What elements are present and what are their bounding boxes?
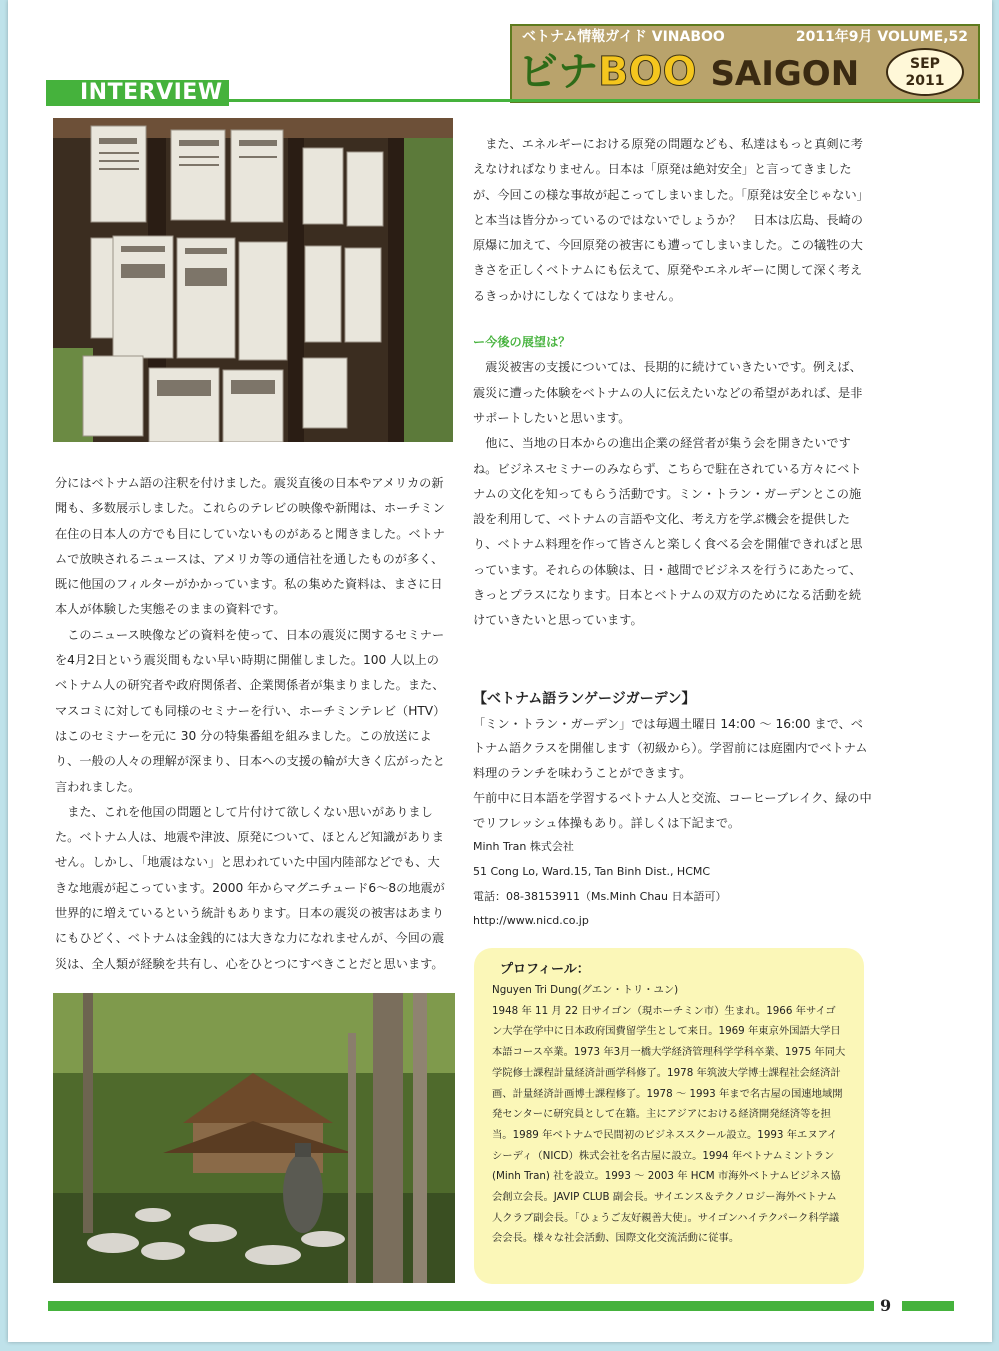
company-phone: 電話：08-38153911（Ms.Minh Chau 日本語可）: [473, 889, 727, 903]
section-tab: [46, 80, 229, 106]
right-paragraph-3: 他に、当地の日本からの進出企業の経営者が集う会を開きたいですね。ビジネスセミナーのみならず、こちらで駐在されている方々にベトナムの文化を知ってもらう活動です。ミン・トラン・ガーデンとこの施設を利用して、ベトナムの言語や文化、考え方を学ぶ機会を提供したり、ベトナム料理を作って皆さんと楽しく食べる会を開催できればと思っています。それらの体験は、日・越間でビジネスを行うにあたって、きっとプラスになります。日本とベトナムの双方のためになる活動を続けていきたいと思っています。: [473, 436, 863, 628]
left-column: [55, 471, 450, 977]
page-number: 9: [880, 1296, 892, 1315]
masthead-issue: [796, 28, 968, 46]
language-garden-line1: 「ミン・トラン・ガーデン」では毎週土曜日 14:00 ～ 16:00 まで、ベトナム語クラスを開催します（初級から）。学習前には庭園内でベトナム料理のランチを味わうことができます。: [473, 716, 868, 781]
masthead-title-boo: BOO: [598, 49, 697, 95]
language-garden-line2: 午前中に日本語を学習するベトナム人と交流、コーヒーブレイク、緑の中でリフレッシュ体操もあり。詳しくは下記まで。: [473, 790, 872, 830]
masthead-tagline-text: ベトナム情報ガイド: [522, 29, 647, 45]
left-paragraph-1: 分にはベトナム語の注釈を付けました。震災直後の日本やアメリカの新聞も、多数展示しました。これらのテレビの映像や新聞は、ホーチミン在住の日本人の方でも目にしていないものがあると聞きました。ベトナムで放映されるニュースは、アメリカ等の通信社を通したものが多く、既に他国のフィルターがかかっています。私の集めた資料は、まさに日本人が体験した実態そのままの資料です。: [55, 476, 445, 617]
profile-body: 1948 年 11 月 22 日サイゴン（現ホーチミン市）生まれ。1966 年サイゴン大学在学中に日本政府国費留学生として来日。1969 年東京外国語大学日本語コース卒業。1973 年3月一橋大学経済管理科学学科卒業、1975 年同大学院修士課程計量経済計画学科修了。1978 年筑波大学博士課程社会経済計画、計量経済計画博士課程修了。1978 ～ 1993 年まで名古屋の国連地域開発センターに研究員として在籍。主にアジアにおける経済開発経済等を担当。1989 年ベトナムで民間初のビジネススクール設立。1993 年エヌアイシーディ（NICD）株式会社を名古屋に設立。1994 年ベトナムミントラン(Minh Tran) 社を設立。1993 ～ 2003 年 HCM 市海外ベトナムビジネス協会創立会長。JAVIP CLUB 副会長。サイエンス＆テクノロジー海外ベトナム人クラブ副会長。「ひょうご友好親善大使」。サイゴンハイテクパーク科学議会会長。様々な社会活動、国際文化交流活動に従事。: [492, 1004, 846, 1245]
spacer: [473, 309, 868, 330]
profile-title: プロフィール：: [500, 962, 590, 977]
left-paragraph-3: また、これを他国の問題として片付けて欲しくない思いがありました。ベトナム人は、地震や津波、原発について、ほとんど知識がありません。しかし、「地震はない」と思われていた中国内陸部などでも、大きな地震が起こっています。2000 年からマグニチュード6～8の地震が世界的に増えているという統計もあります。日本の震災の被害はあまりにもひどく、ベトナムは金銭的には大きな力になれませんが、今回の震災は、全人類が経験を共有し、心をひとつにすべきことだと思います。: [55, 804, 445, 971]
company-url[interactable]: http://www.nicd.co.jp: [473, 914, 589, 928]
photo-newspaper-exhibition: [53, 118, 453, 442]
photo-garden: [53, 993, 455, 1283]
profile-name: Nguyen Tri Dung(グエン・トリ・ユン): [492, 984, 679, 996]
photo-newspaper-exhibition-image: [53, 118, 453, 442]
header-rule: [229, 99, 980, 102]
masthead-title: [518, 50, 859, 96]
company-name: Minh Tran 株式会社: [473, 840, 574, 854]
right-column: [473, 132, 868, 634]
issue-badge: [886, 48, 964, 96]
masthead-tagline: [522, 28, 725, 46]
company-address: 51 Cong Lo, Ward.15, Tan Binh Dist., HCMC: [473, 864, 711, 878]
masthead: [510, 24, 980, 103]
badge-year: 2011: [905, 73, 945, 89]
masthead-volume: VOLUME,52: [877, 29, 968, 45]
masthead-brand: VINABOO: [651, 29, 725, 45]
photo-garden-image: [53, 993, 455, 1283]
left-paragraph-2: このニュース映像などの資料を使って、日本の震災に関するセミナーを4月2日という震災間もない早い時期に開催しました。100 人以上のベトナム人の研究者や政府関係者、企業関係者が集まりました。また、マスコミに対しても同様のセミナーを行い、ホーチミンテレビ（HTV）はこのセミナーを元に 30 分の特集番組を組みました。この放送により、一般の人々の理解が深まり、日本への支援の輪が大きく広がったと言われました。: [55, 627, 446, 794]
right-paragraph-1: また、エネルギーにおける原発の問題なども、私達はもっと真剣に考えなければなりません。日本は「原発は絶対安全」と言ってきましたが、今回この様な事故が起こってしまいました。「原発は安全じゃない」と本当は皆分かっているのではないでしょうか？ 日本は広島、長崎の原爆に加えて、今回原発の被害にも遭ってしまいました。この犠牲の大きさを正しくベトナムにも伝えて、原発やエネルギーに関して深く考えるきっかけにしなくてはなりません。: [473, 137, 863, 303]
question-heading: ー今後の展望は？: [473, 335, 571, 350]
profile-box: [474, 948, 864, 1284]
magazine-page: [8, 0, 992, 1342]
footer-rule: [48, 1301, 874, 1311]
masthead-title-bina: ビナ: [518, 49, 598, 95]
right-paragraph-2: 震災被害の支援については、長期的に続けていきたいです。例えば、震災に遭った体験をベトナムの人に伝えたいなどの希望があれば、是非サポートしたいと思います。: [473, 360, 863, 425]
masthead-title-city: SAIGON: [710, 54, 860, 94]
badge-month: SEP: [910, 56, 940, 72]
language-garden-info: [473, 687, 873, 934]
masthead-date: 2011年9月: [795, 29, 873, 45]
section-title: INTERVIEW: [80, 80, 223, 105]
footer-rule-right: [902, 1301, 954, 1311]
language-garden-title: 【ベトナム語ランゲージガーデン】: [473, 691, 696, 707]
